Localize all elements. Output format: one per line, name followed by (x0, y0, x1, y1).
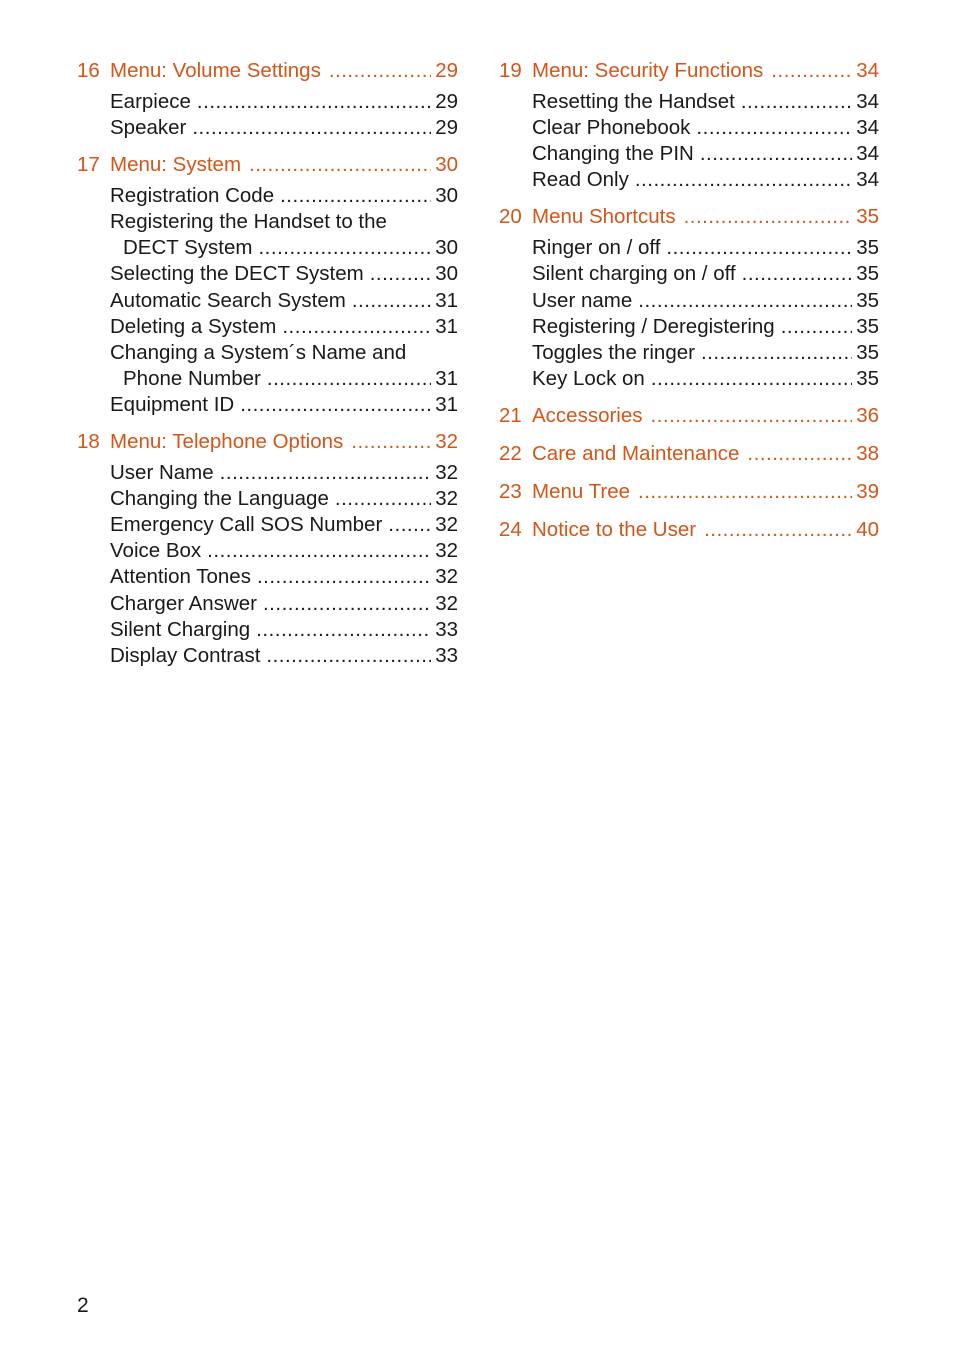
dot-leader (638, 288, 852, 314)
section-number: 19 (499, 59, 522, 82)
toc-entry[interactable] (110, 115, 458, 141)
dot-leader (638, 478, 852, 506)
dot-leader (701, 340, 852, 366)
dot-leader (220, 460, 432, 486)
dot-leader (192, 115, 431, 141)
toc-entry[interactable] (532, 115, 879, 141)
dot-leader (258, 235, 431, 261)
toc-entry[interactable] (110, 643, 458, 669)
entry-title: Voice Box (110, 539, 202, 563)
toc-left-column (77, 57, 458, 679)
entry-title: Charger Answer (110, 591, 257, 615)
entry-title: Changing the Language (110, 487, 329, 511)
toc-entry[interactable] (110, 617, 458, 643)
toc-entry[interactable] (532, 340, 879, 366)
dot-leader (700, 141, 852, 167)
section-number: 23 (499, 479, 522, 503)
entry-title: Resetting the Handset (532, 90, 735, 113)
entry-page-number: 31 (435, 392, 458, 416)
toc-section-heading[interactable] (499, 402, 879, 430)
section-title: Menu: System (110, 153, 242, 177)
toc-entry[interactable] (110, 538, 458, 564)
entry-page-number: 35 (856, 314, 879, 338)
section-page-number: 39 (856, 479, 879, 503)
entry-title: Earpiece (110, 90, 191, 113)
dot-leader (684, 203, 853, 231)
entry-page-number: 35 (856, 366, 879, 390)
toc-section-heading[interactable] (77, 428, 458, 456)
toc-entry[interactable] (110, 392, 458, 418)
entry-title: Emergency Call SOS Number (110, 513, 383, 537)
entry-title: Attention Tones (110, 565, 251, 589)
dot-leader (771, 57, 852, 85)
dot-leader (352, 288, 431, 314)
toc-entry[interactable] (532, 288, 879, 314)
toc-section-heading[interactable] (499, 203, 879, 231)
entry-page-number: 32 (435, 591, 458, 615)
section-page-number: 35 (856, 205, 879, 229)
toc-entry[interactable] (110, 235, 458, 261)
toc-section (499, 203, 879, 392)
section-number: 17 (77, 153, 100, 177)
dot-leader (651, 366, 852, 392)
section-number: 20 (499, 205, 522, 229)
toc-entry-list (77, 183, 458, 418)
dot-leader (651, 402, 853, 430)
entry-title: Ringer on / off (532, 236, 661, 260)
section-page-number: 38 (856, 441, 879, 465)
toc-entry-first-line: Changing a System´s Name and (110, 340, 407, 364)
toc-section-heading[interactable] (499, 516, 879, 544)
entry-page-number: 35 (856, 288, 879, 312)
toc-section (77, 428, 458, 669)
toc-entry-list (77, 460, 458, 669)
section-number: 22 (499, 441, 522, 465)
entry-page-number: 34 (856, 142, 879, 166)
toc-entry[interactable] (532, 141, 879, 167)
toc-entry-list (499, 235, 879, 392)
entry-page-number: 33 (435, 643, 458, 667)
entry-page-number: 32 (435, 539, 458, 563)
dot-leader (257, 564, 431, 590)
page-number: 2 (77, 1294, 89, 1317)
dot-leader (635, 167, 852, 193)
dot-leader (704, 516, 852, 544)
section-page-number: 30 (435, 153, 458, 177)
entry-page-number: 30 (435, 184, 458, 208)
entry-title: Phone Number (123, 366, 261, 390)
toc-section (499, 440, 879, 468)
entry-title: DECT System (123, 236, 253, 260)
entry-title: Equipment ID (110, 392, 235, 416)
entry-title: Toggles the ringer (532, 340, 695, 364)
toc-section-heading[interactable] (77, 57, 458, 85)
section-number: 24 (499, 517, 522, 541)
toc-entry[interactable] (110, 183, 458, 209)
toc-right-column (499, 57, 879, 554)
entry-page-number: 35 (856, 340, 879, 364)
toc-entry[interactable] (110, 366, 458, 392)
dot-leader (370, 261, 431, 287)
toc-entry[interactable] (532, 261, 879, 287)
toc-entry[interactable] (532, 89, 879, 115)
dot-leader (249, 151, 431, 179)
dot-leader (741, 89, 852, 115)
dot-leader (282, 314, 431, 340)
entry-page-number: 35 (856, 236, 879, 260)
section-page-number: 40 (856, 517, 879, 541)
entry-page-number: 31 (435, 314, 458, 338)
dot-leader (747, 440, 852, 468)
entry-title: User name (532, 288, 633, 312)
toc-section (499, 402, 879, 430)
toc-section-heading[interactable] (499, 440, 879, 468)
section-title: Care and Maintenance (532, 441, 740, 465)
toc-section (77, 151, 458, 418)
entry-title: Changing the PIN (532, 142, 694, 166)
dot-leader (666, 235, 852, 261)
entry-title: Silent Charging (110, 617, 251, 641)
section-title: Notice to the User (532, 517, 697, 541)
toc-entry[interactable] (110, 314, 458, 340)
entry-title: User Name (110, 461, 214, 485)
toc-entry[interactable] (532, 366, 879, 392)
entry-page-number: 32 (435, 487, 458, 511)
section-page-number: 36 (856, 403, 879, 427)
entry-title: Silent charging on / off (532, 262, 736, 286)
toc-entry[interactable] (110, 512, 458, 538)
entry-page-number: 34 (856, 168, 879, 192)
section-page-number: 32 (435, 430, 458, 454)
toc-entry-list (77, 89, 458, 141)
toc-entry[interactable] (110, 288, 458, 314)
entry-title: Deleting a System (110, 314, 277, 338)
toc-section (77, 57, 458, 141)
section-title: Menu Shortcuts (532, 205, 676, 229)
toc-entry[interactable] (110, 591, 458, 617)
entry-page-number: 31 (435, 288, 458, 312)
section-number: 18 (77, 430, 100, 454)
toc-entry-first-line: Registering the Handset to the (110, 210, 387, 234)
entry-title: Automatic Search System (110, 288, 346, 312)
entry-page-number: 30 (435, 262, 458, 286)
entry-page-number: 31 (435, 366, 458, 390)
entry-title: Selecting the DECT System (110, 262, 364, 286)
entry-page-number: 30 (435, 236, 458, 260)
section-title: Menu: Volume Settings (110, 59, 321, 82)
toc-entry[interactable] (532, 167, 879, 193)
entry-title: Clear Phonebook (532, 116, 691, 140)
toc-entry[interactable] (110, 460, 458, 486)
toc-section-heading[interactable] (499, 478, 879, 506)
entry-title: Registering / Deregistering (532, 314, 775, 338)
toc-entry[interactable] (532, 314, 879, 340)
entry-title: Key Lock on (532, 366, 645, 390)
entry-title: Read Only (532, 168, 629, 192)
dot-leader (781, 314, 852, 340)
dot-leader (266, 643, 431, 669)
dot-leader (197, 89, 431, 115)
dot-leader (329, 57, 431, 85)
entry-page-number: 35 (856, 262, 879, 286)
entry-title: Speaker (110, 116, 187, 140)
entry-page-number: 32 (435, 513, 458, 537)
toc-section-heading[interactable] (499, 57, 879, 85)
entry-page-number: 32 (435, 565, 458, 589)
toc-section-heading[interactable] (77, 151, 458, 179)
dot-leader (267, 366, 431, 392)
section-title: Menu: Security Functions (532, 59, 764, 82)
entry-page-number: 32 (435, 461, 458, 485)
dot-leader (388, 512, 431, 538)
toc-entry[interactable] (110, 486, 458, 512)
entry-page-number: 29 (435, 116, 458, 140)
toc-section (499, 57, 879, 193)
toc-entry-list (499, 89, 879, 193)
dot-leader (280, 183, 431, 209)
section-page-number: 34 (856, 59, 879, 82)
section-title: Menu: Telephone Options (110, 430, 344, 454)
toc-entry[interactable] (110, 89, 458, 115)
dot-leader (263, 591, 431, 617)
toc-section (499, 516, 879, 544)
entry-page-number: 34 (856, 116, 879, 140)
entry-title: Registration Code (110, 184, 275, 208)
toc-entry[interactable] (532, 235, 879, 261)
dot-leader (207, 538, 431, 564)
section-page-number: 29 (435, 59, 458, 82)
dot-leader (240, 392, 431, 418)
section-title: Menu Tree (532, 479, 630, 503)
toc-section (499, 478, 879, 506)
section-number: 16 (77, 59, 100, 82)
entry-page-number: 34 (856, 90, 879, 113)
section-number: 21 (499, 403, 522, 427)
dot-leader (335, 486, 431, 512)
dot-leader (696, 115, 852, 141)
toc-entry[interactable] (110, 261, 458, 287)
dot-leader (351, 428, 431, 456)
section-title: Accessories (532, 403, 643, 427)
entry-page-number: 33 (435, 617, 458, 641)
dot-leader (256, 617, 431, 643)
dot-leader (742, 261, 853, 287)
toc-entry[interactable] (110, 564, 458, 590)
entry-title: Display Contrast (110, 643, 261, 667)
entry-page-number: 29 (435, 90, 458, 113)
